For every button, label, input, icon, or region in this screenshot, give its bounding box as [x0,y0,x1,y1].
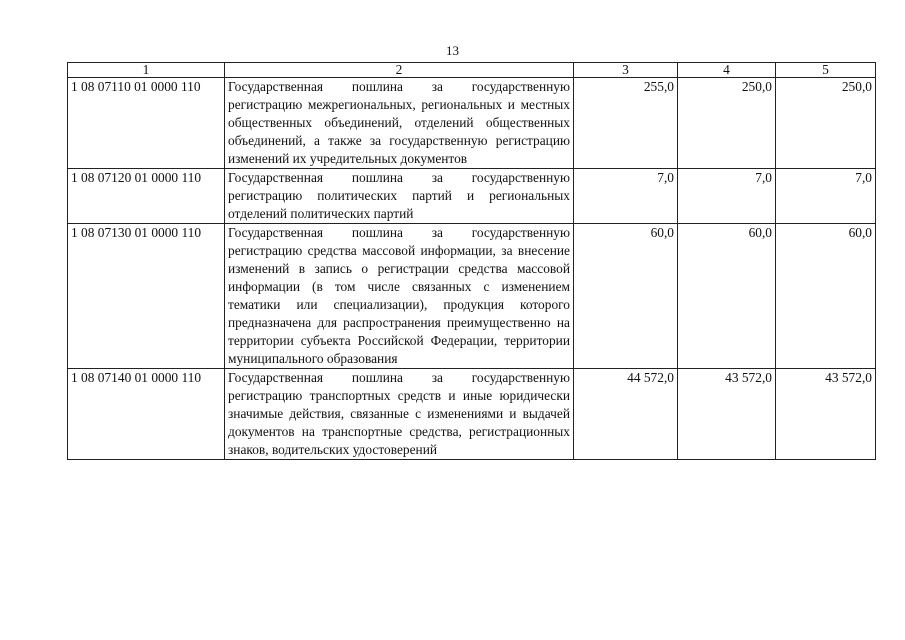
row-description: Государственная пошлина за государственную регистрацию средства массовой информации, за внесение изменений в запись о регистрации средства массовой информации (в том числе связанных с изменением тематики или специализации), продукция которого предназначена для распространения преимущественно на территории субъекта Российской Федерации, территории муниципального образования [225,224,574,369]
row-code: 1 08 07130 01 0000 110 [68,224,225,369]
header-row [68,63,876,78]
row-value-col-5: 250,0 [776,78,876,169]
page-number: 13 [446,43,459,58]
header-col-3: 3 [574,63,678,78]
row-value-col-5: 60,0 [776,224,876,369]
row-value-col-4: 60,0 [678,224,776,369]
row-value-col-4: 7,0 [678,169,776,224]
row-code: 1 08 07120 01 0000 110 [68,169,225,224]
header-col-2: 2 [225,63,574,78]
row-description: Государственная пошлина за государственную регистрацию межрегиональных, региональных и местных общественных объединений, отделений общественных объединений, а также за государственную регистрацию изменений их учредительных документов [225,78,574,169]
row-description: Государственная пошлина за государственную регистрацию политических партий и региональных отделений политических партий [225,169,574,224]
table-row [68,369,876,460]
row-value-col-5: 43 572,0 [776,369,876,460]
header-col-4: 4 [678,63,776,78]
table-row [68,169,876,224]
row-code: 1 08 07140 01 0000 110 [68,369,225,460]
row-value-col-3: 44 572,0 [574,369,678,460]
row-description: Государственная пошлина за государственную регистрацию транспортных средств и иные юридически значимые действия, связанные с изменениями и выдачей документов на транспортные средства, регистрационных знаков, водительских удостоверений [225,369,574,460]
row-code: 1 08 07110 01 0000 110 [68,78,225,169]
row-value-col-5: 7,0 [776,169,876,224]
row-value-col-3: 60,0 [574,224,678,369]
table-row [68,224,876,369]
header-col-5: 5 [776,63,876,78]
budget-table [67,62,876,460]
header-col-1: 1 [68,63,225,78]
row-value-col-4: 250,0 [678,78,776,169]
table-row [68,78,876,169]
row-value-col-3: 255,0 [574,78,678,169]
row-value-col-3: 7,0 [574,169,678,224]
row-value-col-4: 43 572,0 [678,369,776,460]
